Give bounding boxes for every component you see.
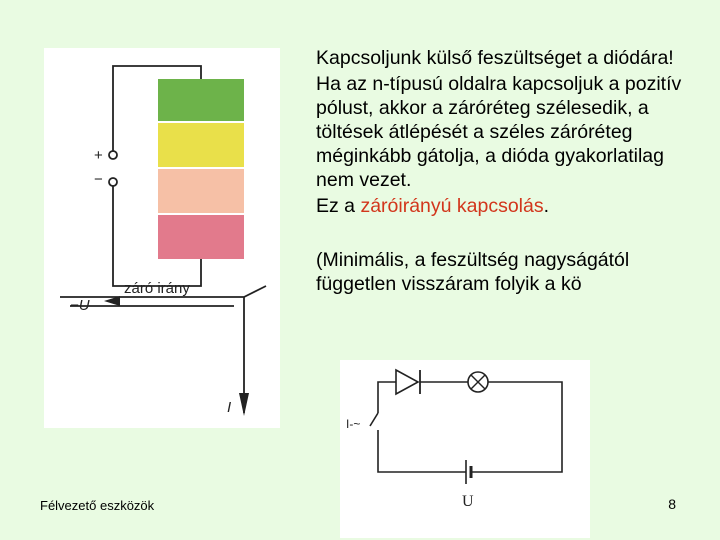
zaro-irany-label: záró irány	[124, 280, 190, 297]
paragraph-conclusion	[316, 194, 696, 218]
paragraph-instruction: Kapcsoljunk külső feszültséget a diódára!	[316, 47, 674, 69]
layer-yellow	[158, 123, 244, 167]
paragraph-explanation: Ha az n-típusú oldalra kapcsoljuk a pozitív pólust, akkor a záróréteg szélesedik, a töltések átlépését a széles záróréteg méginkább gátolja, a dióda gyakorlatilag nem vezet.	[316, 73, 682, 191]
circuit-diagram	[340, 360, 590, 538]
layer-peach	[158, 169, 244, 213]
minus-label: −	[94, 171, 103, 188]
plus-terminal	[109, 151, 117, 159]
diode-figure	[44, 48, 280, 428]
minus-u-label: −U	[70, 297, 90, 314]
highlight-term: záróirányú kapcsolás	[360, 195, 544, 217]
lamp-icon	[468, 372, 488, 392]
layer-pink	[158, 215, 244, 259]
current-i-label: I	[227, 399, 232, 416]
page-number: 8	[668, 496, 676, 512]
conclusion-suffix: .	[543, 195, 550, 217]
conclusion-prefix: Ez a	[316, 195, 361, 217]
paragraph-reverse-current: (Minimális, a feszültség nagyságától független visszáram folyik a kö	[316, 249, 630, 295]
layer-green	[158, 79, 244, 121]
battery-label: U	[462, 493, 474, 510]
diode-layers	[158, 79, 244, 259]
explanation-text	[316, 46, 696, 298]
minus-terminal	[109, 178, 117, 186]
plus-label: +	[94, 147, 103, 164]
switch-label: I-~	[346, 417, 361, 431]
footer-title: Félvezető eszközök	[40, 498, 155, 513]
